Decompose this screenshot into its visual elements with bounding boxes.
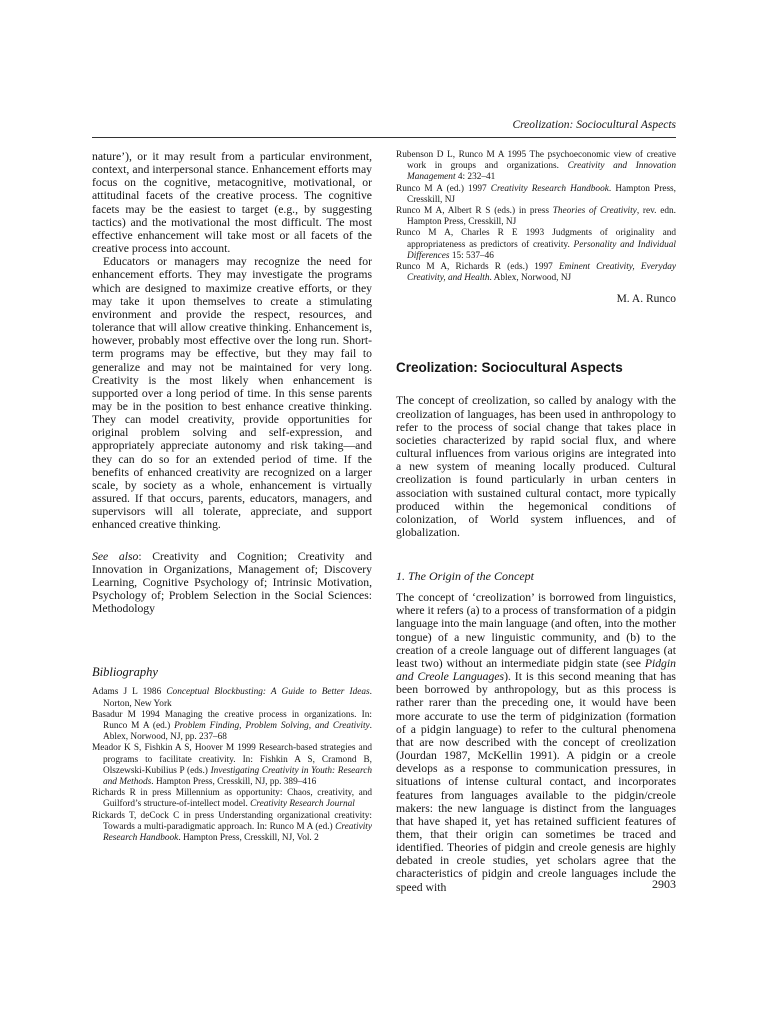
header-rule — [92, 137, 676, 138]
bibliography-entry: Runco M A, Richards R (eds.) 1997 Eminent Creativity, Everyday Creativity, and Health. Ablex, Norwood, NJ — [396, 262, 677, 284]
body-paragraph: nature’), or it may result from a particular environment, context, and interpersonal stance. Enhancement efforts may focus on the cognitive, metacognitive, motivational, or attitudinal facets of the creative process. The cognitive facets may be the easiest to target (e.g., by suggesting tactics) and the motivational the most difficult. The most effective enhancement will take most or all facets of the creative process into account. — [92, 150, 372, 256]
bibliography-entry: Meador K S, Fishkin A S, Hoover M 1999 Research-based strategies and programs to facilitate creativity. In: Fishkin A S, Cramond B, Olszewski-Kubilius P (eds.) Investigating Creativity in Youth: Research and Methods. Hampton Press, Cresskill, NJ, pp. 389–416 — [92, 743, 373, 787]
right-column — [396, 150, 676, 894]
article-title: Creolization: Sociocultural Aspects — [396, 360, 623, 376]
article-author: M. A. Runco — [616, 293, 676, 306]
bibliography-entry: Rickards T, deCock C in press Understanding organizational creativity: Towards a multi-paradigmatic approach. In: Runco M A (ed.) Creativity Research Handbook. Hampton Press, Cresskill, NJ, Vol. 2 — [92, 810, 372, 843]
body-paragraph: Educators or managers may recognize the need for enhancement efforts. They may investigate the programs which are designed to maximize creative efforts, or they may take it upon themselves to create a stimulating environment and provide the respect, resources, and tolerance that will allow creative thinking. Enhancement is, however, probably most effective over the long run. Short-term programs may be effective, but they may fail to generalize and may not be maintained for very long. Creativity is the most likely when enhancement is supported over a long period of time. In this sense parents may be in the position to best enhance creative thinking. They can model creativity, provide opportunities for original problem solving and self-expression, and appropriately appreciate autonomy and risk taking—and they can do so for an extended period of time. If the benefits of enhanced creativity are recognized on a larger scale, by society as a whole, enhancement is virtually assured. If that occurs, parents, educators, managers, and supervisors will all tolerate, appreciate, and support enhanced creative thinking. — [92, 255, 372, 532]
section-paragraph: The concept of ‘creolization’ is borrowed from linguistics, where it refers (a) to a process of transformation of a pidgin language into the main language (and often, into the mother tongue) of a new linguistic community, and (b) to the creation of a creole language out of different languages (at least two) without an intermediate pidgin state (see Pidgin and Creole Languages). It is this second meaning that has been borrowed by anthropology, but as this process is rather rarer than the preceding one, it would have been more accurate to use the term of pidginization (formation of a pidgin language) to refer to the cultural phenomena that are now described with the concept of creolization (Jourdan 1987, McKellin 1991). A pidgin or a creole develops as a response to communication pressures, in situations of intense cultural contact, and incorporates features from languages available to the pidgin/creole makers: the new language is distinct from the languages that have shaped it, yet has retained sufficient features of them, that their origin can sometimes be traced and identified. Theories of pidgin and creole genesis are highly debated in creole studies, yet scholars agree that the characteristics of pidgin and creole languages include the speed with — [396, 591, 676, 894]
bibliography-entry: Richards R in press Millennium as opportunity: Chaos, creativity, and Guilford’s structure-of-intellect model. Creativity Research Journal — [92, 788, 372, 810]
see-also-list: : Creativity and Cognition; Creativity and Innovation in Organizations, Management of; Discovery Learning, Cognitive Psychology of; Intrinsic Motivation, Psychology of; Problem Selection in the Social Sciences: Methodology — [92, 549, 372, 616]
running-head: Creolization: Sociocultural Aspects — [512, 119, 676, 131]
bibliography-entry: Runco M A, Albert R S (eds.) in press Theories of Creativity, rev. edn. Hampton Press, Cresskill, NJ — [396, 206, 676, 228]
bibliography-entry: Runco M A (ed.) 1997 Creativity Research Handbook. Hampton Press, Cresskill, NJ — [396, 183, 676, 205]
bibliography-list — [396, 150, 676, 284]
bibliography-entry: Runco M A, Charles R E 1993 Judgments of originality and appropriateness as predictors of creativity. Personality and Individual Differences 15: 537–46 — [396, 228, 677, 261]
intro-paragraph: The concept of creolization, so called by analogy with the creolization of languages, has been used in anthropology to refer to the process of social change that takes place in societies characterized by rapid social flux, and where cultural influences from various origins are integrated into a new system of meaning locally produced. Cultural creolization is found particularly in urban centers in association with sustained cultural contact, more typically produced within the hegemonical conditions of colonization, of World system influences, and of globalization. — [396, 394, 676, 539]
see-also-label: See also — [92, 549, 139, 563]
bibliography-entry: Rubenson D L, Runco M A 1995 The psychoeconomic view of creative work in groups and organizations. Creativity and Innovation Management 4: 232–41 — [396, 150, 676, 183]
cross-reference: Pidgin and Creole Languages — [396, 656, 676, 684]
bibliography-entry: Basadur M 1994 Managing the creative process in organizations. In: Runco M A (ed.) Problem Finding, Problem Solving, and Creativity. Ablex, Norwood, NJ, pp. 237–68 — [92, 709, 372, 743]
bibliography-entry: Adams J L 1986 Conceptual Blockbusting: A Guide to Better Ideas. Norton, New York — [92, 687, 372, 709]
section-heading: 1. The Origin of the Concept — [396, 569, 534, 584]
left-column — [92, 150, 372, 844]
bibliography-list — [92, 687, 372, 844]
bibliography-heading: Bibliography — [92, 665, 158, 680]
see-also — [92, 550, 372, 616]
page-number: 2903 — [652, 877, 676, 891]
